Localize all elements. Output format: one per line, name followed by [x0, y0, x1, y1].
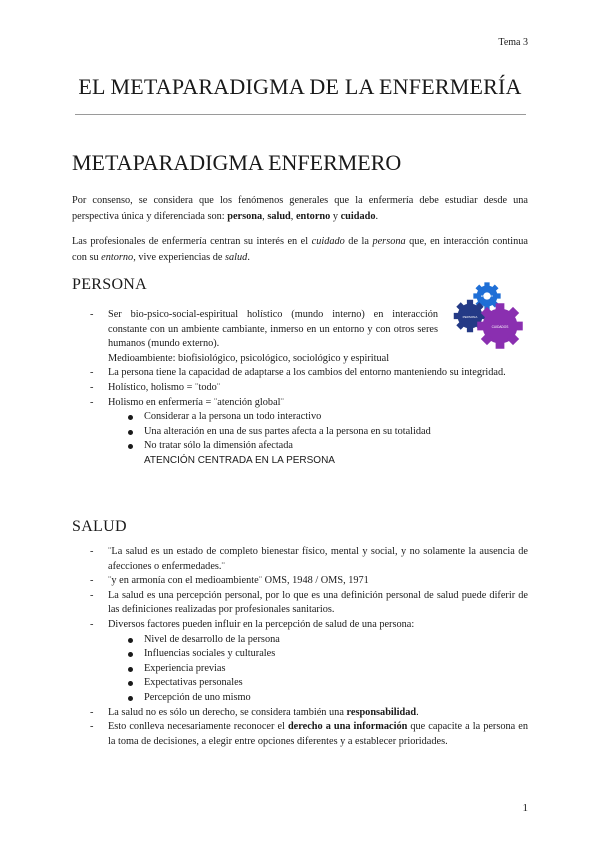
bullet-item: Expectativas personales	[108, 676, 528, 691]
persona-list	[72, 308, 528, 469]
list-item: - Holístico, holismo = ¨todo¨	[72, 381, 528, 396]
atencion-centrada: ATENCIÓN CENTRADA EN LA PERSONA	[144, 454, 335, 466]
list-item: - ¨La salud es un estado de completo bienestar físico, mental y social, y no solamente la ausencia de afecciones o enfermedades.¨	[72, 545, 528, 574]
document-title: EL METAPARADIGMA DE LA ENFERMERÍA	[78, 74, 522, 99]
list-item: - La salud es una percepción personal, por lo que es una definición personal de salud puede diferir de las definiciones realizadas por profesionales sanitarios.	[72, 589, 528, 618]
salud-heading: SALUD	[72, 518, 127, 535]
bullet-item: Nivel de desarrollo de la persona	[108, 633, 528, 648]
gear-blue-label: ENTORNO	[481, 295, 493, 298]
bullet-item: Una alteración en una de sus partes afecta a la persona en su totalidad	[108, 425, 528, 440]
section-title: METAPARADIGMA ENFERMERO	[72, 150, 402, 175]
bullet-item: Percepción de uno mismo	[108, 691, 528, 706]
bullet-item: Experiencia previas	[108, 662, 528, 677]
gear-navy-label: PERSONA	[462, 315, 478, 319]
persona-bullets	[108, 410, 528, 468]
list-item: - Diversos factores pueden influir en la percepción de salud de una persona: Nivel de desarrollo de la persona Influencias sociales y culturales Experiencia previas Expectativas personales Percepción de uno mismo	[72, 618, 528, 706]
tema-label: Tema 3	[498, 37, 528, 48]
bullet-item: Considerar a la persona un todo interactivo	[108, 410, 528, 425]
list-item: - ¨y en armonía con el medioambiente¨ OMS, 1948 / OMS, 1971	[72, 574, 528, 589]
intro-paragraph-2: Las profesionales de enfermería centran su interés en el cuidado de la persona que, en interacción continua con su entorno, vive experiencias de salud.	[72, 236, 529, 263]
bullet-item: Influencias sociales y culturales	[108, 647, 528, 662]
gear-purple-label: CUIDADOS	[491, 325, 509, 329]
list-item: - La salud no es sólo un derecho, se considera también una responsabilidad.	[72, 706, 528, 721]
intro-paragraph-1: Por consenso, se considera que los fenómenos generales que la enfermería debe estudiar desde una perspectiva única y diferenciada son: persona, salud, entorno y cuidado.	[72, 195, 528, 222]
salud-bullets	[108, 633, 528, 706]
list-item: - Holismo en enfermería = ¨atención global¨ Considerar a la persona un todo interactivo Una alteración en una de sus partes afecta a la persona en su totalidad No tratar sólo la dimensión afectada ATENCIÓN CENTRADA EN LA PERSONA	[72, 396, 528, 469]
list-item: - Ser bio-psico-social-espiritual holístico (mundo interno) en interacción constante con un ambiente cambiante, inmerso en un entorno y con otros seres humanos (mundo externo). Medioambiente: biofisiológico, psicológico, sociológico y espiritual	[72, 308, 528, 366]
bullet-item: No tratar sólo la dimensión afectada ATENCIÓN CENTRADA EN LA PERSONA	[108, 439, 528, 468]
page-number: 1	[522, 802, 528, 814]
list-item: - La persona tiene la capacidad de adaptarse a los cambios del entorno manteniendo su integridad.	[72, 366, 528, 381]
salud-list	[72, 545, 528, 749]
persona-heading: PERSONA	[72, 276, 148, 293]
list-item: - Esto conlleva necesariamente reconocer el derecho a una información que capacite a la persona en la toma de decisiones, a elegir entre opciones diferentes y a establecer prioridades.	[72, 720, 528, 749]
title-divider	[75, 114, 526, 115]
